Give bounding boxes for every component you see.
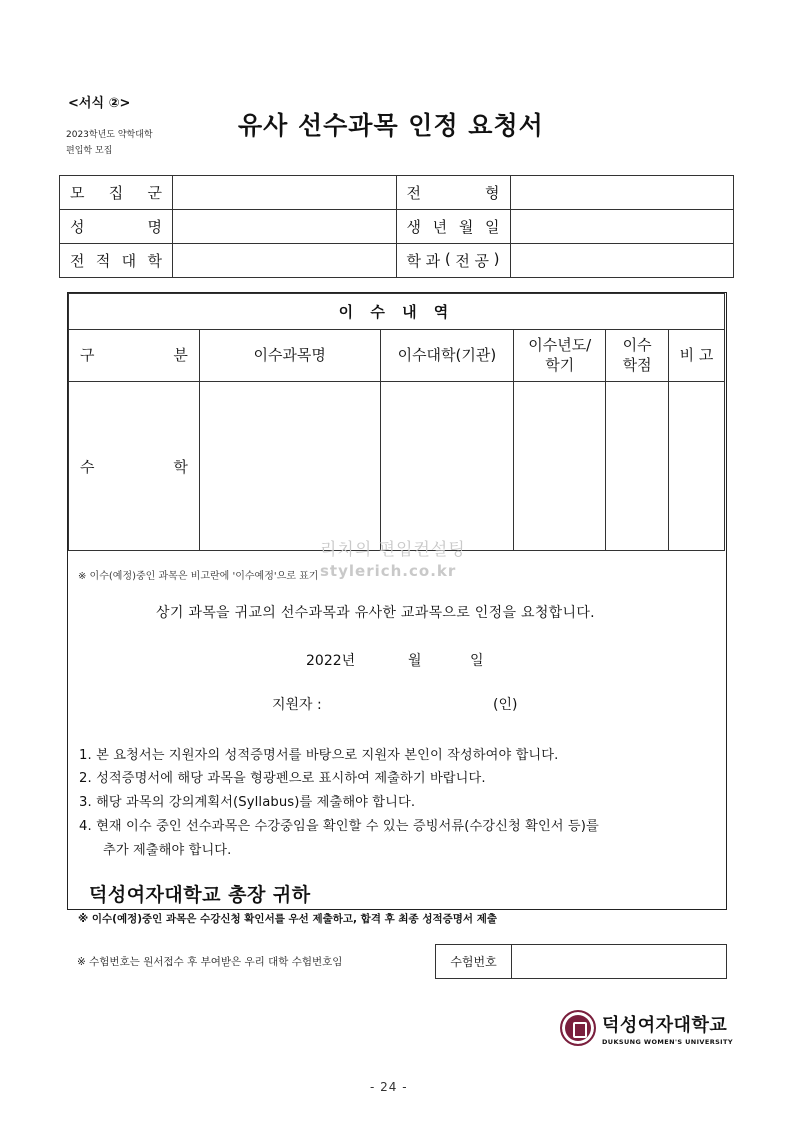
recruit-group-field[interactable] — [173, 176, 397, 210]
label-major: 학 과 ( 전 공 ) — [396, 244, 510, 278]
label-birthdate: 생 년 월 일 — [396, 210, 510, 244]
document-title: 유사 선수과목 인정 요청서 — [238, 111, 544, 140]
exam-number-row — [436, 945, 727, 979]
instruction-item: 2. 성적증명서에 해당 과목을 형광펜으로 표시하여 제출하기 바랍니다. — [79, 771, 486, 786]
info-row-name — [60, 210, 734, 244]
admission-type-field[interactable] — [510, 176, 734, 210]
course-history-heading: 이 수 내 역 — [69, 294, 725, 330]
applicant-info-table — [59, 175, 734, 278]
info-row-university — [60, 244, 734, 278]
university-logo-text — [602, 1011, 733, 1046]
form-number: <서식 ②> — [68, 96, 131, 111]
instruction-item-continued: 추가 제출해야 합니다. — [103, 843, 232, 858]
exam-number-field[interactable] — [512, 945, 727, 979]
header-credits: 이수 학점 — [606, 330, 669, 382]
instruction-item: 3. 해당 과목의 강의계획서(Syllabus)를 제출해야 합니다. — [79, 795, 416, 810]
exam-number-note: ※ 수험번호는 원서접수 후 부여받은 우리 대학 수험번호임 — [77, 956, 343, 968]
info-row-recruit — [60, 176, 734, 210]
major-field[interactable] — [510, 244, 734, 278]
course-name-field[interactable] — [199, 382, 380, 551]
header-category: 구 분 — [69, 330, 200, 382]
request-statement: 상기 과목을 귀교의 선수과목과 유사한 교과목으로 인정을 요청합니다. — [156, 605, 595, 621]
university-seal-icon — [560, 1010, 596, 1046]
previous-university-field[interactable] — [173, 244, 397, 278]
label-recruit-group: 모 집 군 — [60, 176, 173, 210]
addressee: 덕성여자대학교 총장 귀하 — [89, 884, 311, 906]
year-semester-field[interactable] — [514, 382, 606, 551]
exam-number-label: 수험번호 — [436, 945, 512, 979]
university-name-en: DUKSUNG WOMEN'S UNIVERSITY — [602, 1037, 733, 1046]
header-course-name: 이수과목명 — [199, 330, 380, 382]
name-field[interactable] — [173, 210, 397, 244]
course-header-row — [69, 330, 725, 382]
recruit-year-note: 2023학년도 약학대학 — [66, 130, 153, 140]
credits-field[interactable] — [606, 382, 669, 551]
instruction-item: 1. 본 요청서는 지원자의 성적증명서를 바탕으로 지원자 본인이 작성하여야 합니다. — [79, 748, 559, 763]
label-previous-university: 전 적 대 학 — [60, 244, 173, 278]
header-remarks: 비 고 — [669, 330, 725, 382]
university-name-ko: 덕성여자대학교 — [602, 1014, 728, 1036]
course-heading-row — [69, 294, 725, 330]
watermark-consulting: 리치의 편입컨설팅 — [320, 540, 466, 560]
date-year: 2022년 — [306, 653, 356, 669]
date-month: 월 — [408, 653, 422, 669]
birthdate-field[interactable] — [510, 210, 734, 244]
university-logo — [560, 1010, 733, 1046]
instruction-item: 4. 현재 이수 중인 선수과목은 수강중임을 확인할 수 있는 증빙서류(수강신청 확인서 등)를 — [79, 819, 599, 834]
submission-note: ※ 이수(예정)중인 과목은 수강신청 확인서를 우선 제출하고, 합격 후 최종 성적증명서 제출 — [78, 913, 498, 925]
remarks-field[interactable] — [669, 382, 725, 551]
recruit-type-note: 편입학 모집 — [66, 146, 113, 156]
institution-field[interactable] — [380, 382, 514, 551]
applicant-label: 지원자 : — [272, 697, 322, 713]
row-label-math: 수 학 — [69, 382, 200, 551]
watermark-url: stylerich.co.kr — [320, 562, 457, 580]
exam-number-table — [435, 944, 727, 979]
header-institution: 이수대학(기관) — [380, 330, 514, 382]
label-admission-type: 전 형 — [396, 176, 510, 210]
seal-mark: (인) — [493, 697, 518, 713]
in-progress-note: ※ 이수(예정)중인 과목은 비고란에 '이수예정'으로 표기 — [78, 571, 319, 582]
header-year-semester: 이수년도/ 학기 — [514, 330, 606, 382]
date-day: 일 — [470, 653, 484, 669]
course-row-math — [69, 382, 725, 551]
label-name: 성 명 — [60, 210, 173, 244]
page-number: - 24 - — [370, 1080, 408, 1094]
course-history-table — [68, 293, 725, 551]
